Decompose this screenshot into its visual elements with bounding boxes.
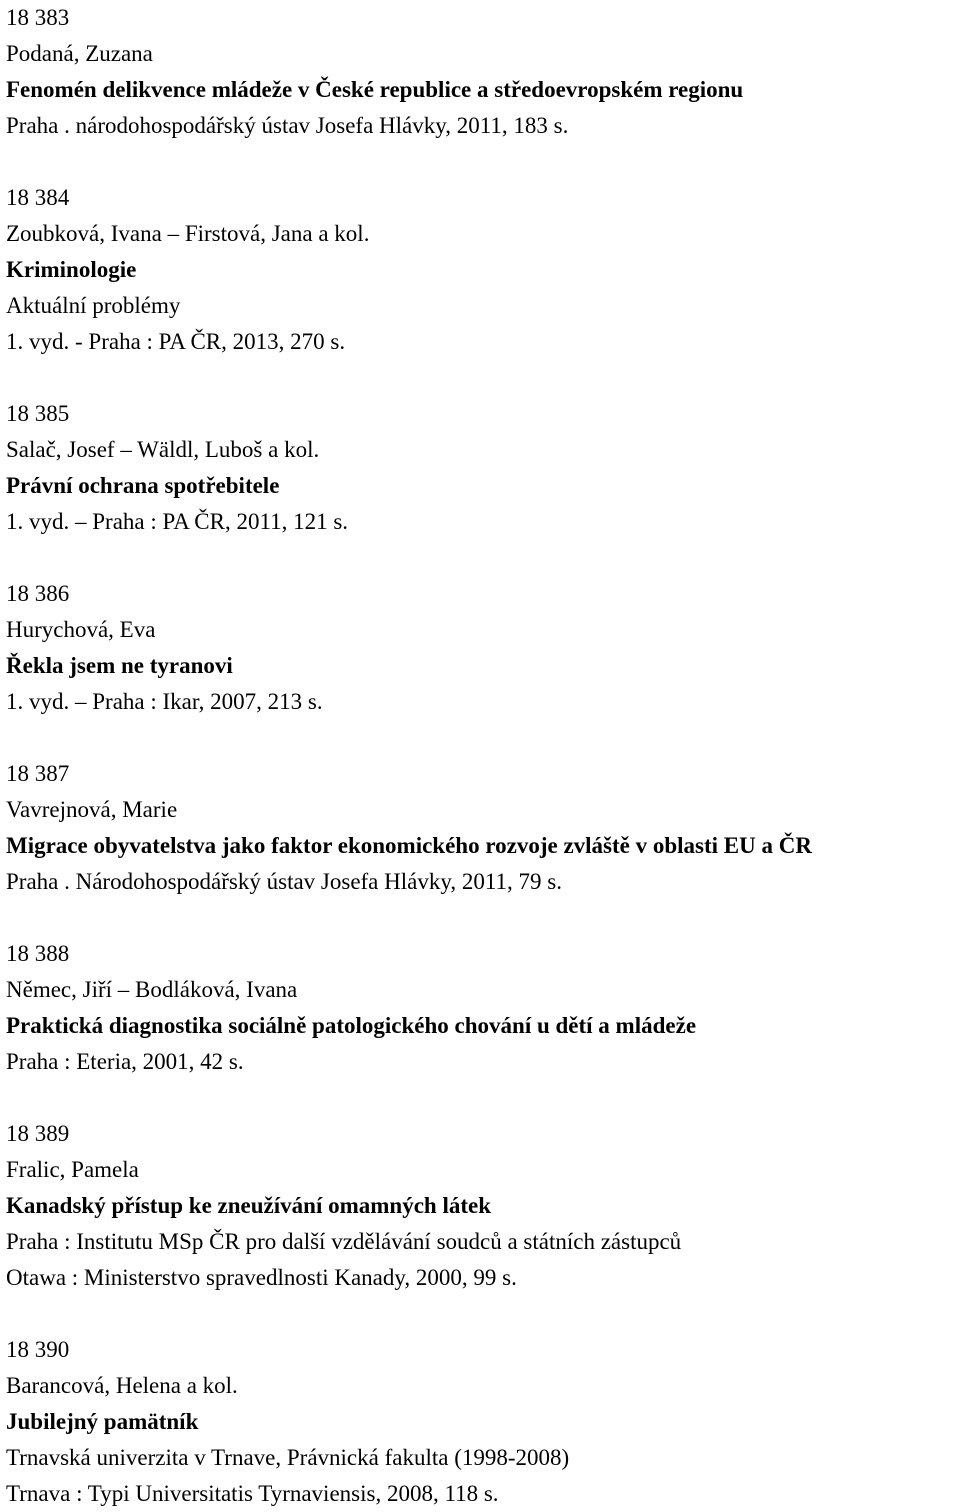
- entry-spacer: [6, 900, 956, 936]
- entry-spacer: [6, 144, 956, 180]
- bibliography-entry: [6, 576, 956, 720]
- entry-number: 18 386: [6, 581, 70, 606]
- entry-spacer: [6, 1296, 956, 1332]
- entry-author: Zoubková, Ivana – Firstová, Jana a kol.: [6, 221, 370, 246]
- entry-publication: 1. vyd. – Praha : Ikar, 2007, 213 s.: [6, 689, 323, 714]
- entry-author: Podaná, Zuzana: [6, 41, 153, 66]
- entry-spacer: [6, 360, 956, 396]
- entry-title: Řekla jsem ne tyranovi: [6, 653, 233, 678]
- entry-author: Barancová, Helena a kol.: [6, 1373, 238, 1398]
- entry-title: Praktická diagnostika sociálně patologického chování u dětí a mládeže: [6, 1013, 697, 1038]
- entry-number: 18 384: [6, 185, 70, 210]
- entry-title: Jubilejný pamätník: [6, 1409, 199, 1434]
- entry-title: Migrace obyvatelstva jako faktor ekonomického rozvoje zvláště v oblasti EU a ČR: [6, 833, 812, 858]
- entry-publication: Trnava : Typi Universitatis Tyrnaviensis, 2008, 118 s.: [6, 1481, 499, 1506]
- bibliography-entry: [6, 756, 956, 900]
- bibliography-entry: [6, 1116, 956, 1296]
- bibliography-entry: [6, 180, 956, 360]
- entry-publication: Otawa : Ministerstvo spravedlnosti Kanady, 2000, 99 s.: [6, 1265, 517, 1290]
- entry-number: 18 387: [6, 761, 70, 786]
- entry-title: Kanadský přístup ke zneužívání omamných látek: [6, 1193, 491, 1218]
- bibliography-entry: [6, 0, 956, 144]
- entry-publication: 1. vyd. – Praha : PA ČR, 2011, 121 s.: [6, 509, 349, 534]
- entry-spacer: [6, 540, 956, 576]
- entry-title: Kriminologie: [6, 257, 137, 282]
- entry-publisher: Praha : Institutu MSp ČR pro další vzdělávání soudců a státních zástupců: [6, 1229, 682, 1254]
- bibliography-list: [6, 0, 956, 1512]
- entry-subtitle: Aktuální problémy: [6, 293, 181, 318]
- entry-author: Vavrejnová, Marie: [6, 797, 178, 822]
- entry-title: Fenomén delikvence mládeže v České republice a středoevropském regionu: [6, 77, 744, 102]
- entry-publication: 1. vyd. - Praha : PA ČR, 2013, 270 s.: [6, 329, 346, 354]
- entry-title: Právní ochrana spotřebitele: [6, 473, 280, 498]
- entry-publication: Praha : Eteria, 2001, 42 s.: [6, 1049, 244, 1074]
- entry-publication: Praha . Národohospodářský ústav Josefa Hlávky, 2011, 79 s.: [6, 869, 562, 894]
- entry-number: 18 385: [6, 401, 70, 426]
- bibliography-entry: [6, 936, 956, 1080]
- entry-spacer: [6, 720, 956, 756]
- entry-institution: Trnavská univerzita v Trnave, Právnická fakulta (1998-2008): [6, 1445, 570, 1470]
- entry-author: Fralic, Pamela: [6, 1157, 139, 1182]
- entry-number: 18 388: [6, 941, 70, 966]
- bibliography-entry: [6, 396, 956, 540]
- entry-publication: Praha . národohospodářský ústav Josefa Hlávky, 2011, 183 s.: [6, 113, 569, 138]
- entry-spacer: [6, 1080, 956, 1116]
- entry-number: 18 389: [6, 1121, 70, 1146]
- entry-number: 18 390: [6, 1337, 70, 1362]
- bibliography-entry: [6, 1332, 956, 1512]
- entry-author: Němec, Jiří – Bodláková, Ivana: [6, 977, 298, 1002]
- entry-number: 18 383: [6, 5, 70, 30]
- entry-author: Hurychová, Eva: [6, 617, 156, 642]
- entry-author: Salač, Josef – Wäldl, Luboš a kol.: [6, 437, 320, 462]
